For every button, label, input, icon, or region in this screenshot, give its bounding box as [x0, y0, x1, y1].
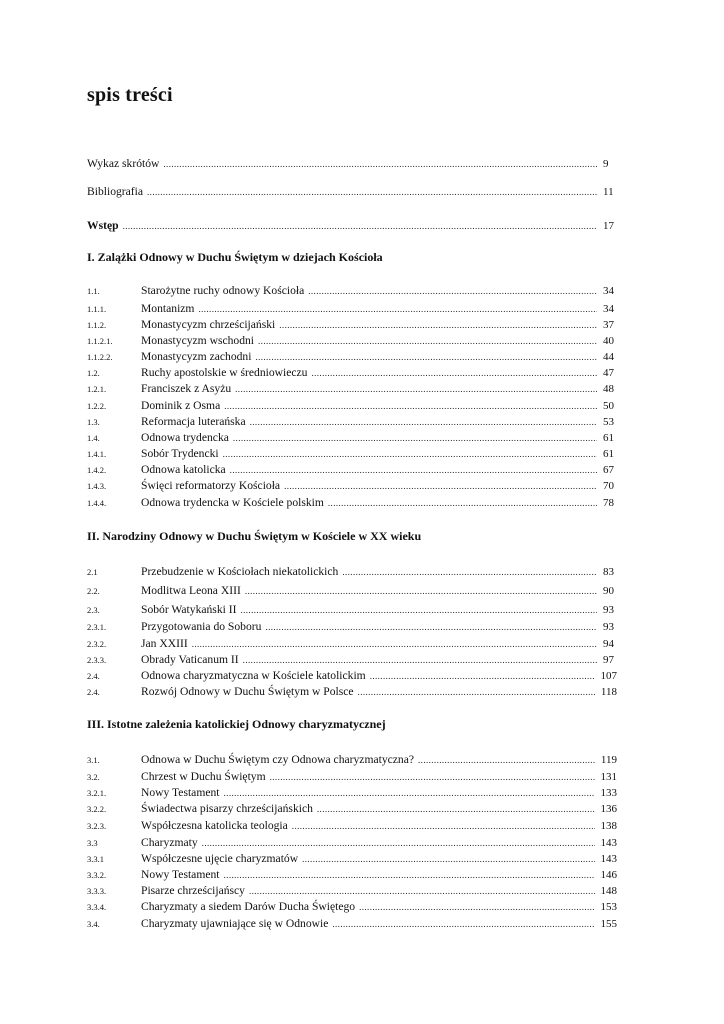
- toc-entry-number: 3.3.2.: [87, 870, 107, 880]
- toc-entry-title: Pisarze chrześcijańscy: [141, 884, 245, 897]
- dot-leader: [370, 671, 595, 681]
- toc-entry-page: 40: [603, 335, 614, 347]
- toc-entry-page: 17: [603, 220, 614, 232]
- toc-entry-bibliography[interactable]: [87, 185, 617, 201]
- toc-entry-title: Ruchy apostolskie w średniowieczu: [141, 366, 308, 379]
- toc-entry[interactable]: [87, 637, 617, 653]
- toc-entry-page: 93: [603, 604, 614, 616]
- dot-leader: [233, 433, 597, 443]
- dot-leader: [243, 655, 597, 665]
- toc-entry-title: Charyzmaty: [141, 836, 198, 849]
- toc-entry-page: 107: [600, 670, 617, 682]
- toc-entry-page: 11: [603, 186, 614, 198]
- toc-entry-page: 138: [600, 820, 617, 832]
- toc-entry-title: Współczesne ujęcie charyzmatów: [141, 852, 299, 865]
- dot-leader: [224, 788, 595, 798]
- toc-entry-page: 155: [600, 918, 617, 930]
- toc-entry-page: 44: [603, 351, 614, 363]
- toc-entry-number: 3.4.: [87, 919, 100, 929]
- toc-entry-number: 3.3.1: [87, 854, 104, 864]
- toc-entry[interactable]: [87, 447, 617, 463]
- toc-entry-page: 143: [600, 853, 617, 865]
- toc-entry[interactable]: [87, 669, 617, 685]
- toc-entry-number: 3.3: [87, 838, 98, 848]
- section-heading: I. Zalążki Odnowy w Duchu Świętym w dziejach Kościoła: [87, 250, 383, 264]
- toc-entry[interactable]: [87, 620, 617, 636]
- toc-entry[interactable]: [87, 753, 617, 769]
- toc-entry-title: Charyzmaty ujawniające się w Odnowie: [141, 917, 329, 930]
- toc-entry-title: Przebudzenie w Kościołach niekatolickich: [141, 565, 339, 578]
- toc-entry[interactable]: [87, 819, 617, 835]
- toc-entry-page: 61: [603, 432, 614, 444]
- toc-entry-title: Reformacja luterańska: [141, 415, 246, 428]
- toc-entry-title: Monastycyzm chrześcijański: [141, 318, 276, 331]
- toc-entry-page: 9: [603, 158, 609, 170]
- toc-entry-title: Starożytne ruchy odnowy Kościoła: [141, 284, 305, 297]
- toc-entry-number: 3.2.3.: [87, 821, 107, 831]
- toc-entry[interactable]: [87, 584, 617, 600]
- section-heading: II. Narodziny Odnowy w Duchu Świętym w Kościele w XX wieku: [87, 529, 422, 543]
- toc-entry-title: Montanizm: [141, 302, 195, 315]
- toc-entry-number: 1.1.: [87, 286, 100, 296]
- toc-entry-number: 2.3.1.: [87, 622, 107, 632]
- toc-entry-number: 2.2.: [87, 586, 100, 596]
- toc-entry-title: Współczesna katolicka teologia: [141, 819, 288, 832]
- toc-entry-title: Nowy Testament: [141, 786, 220, 799]
- toc-entry-title: Odnowa w Duchu Świętym czy Odnowa charyzmatyczna?: [141, 753, 415, 766]
- toc-entry[interactable]: [87, 366, 617, 382]
- toc-entry[interactable]: [87, 603, 617, 619]
- toc-entry-page: 67: [603, 464, 614, 476]
- toc-entry-page: 118: [600, 686, 617, 698]
- dot-leader: [192, 639, 597, 649]
- dot-leader: [292, 821, 595, 831]
- toc-entry-title: Obrady Vaticanum II: [141, 653, 239, 666]
- toc-entry[interactable]: [87, 350, 617, 366]
- toc-entry[interactable]: [87, 884, 617, 900]
- toc-entry[interactable]: [87, 802, 617, 818]
- toc-entry-number: 1.3.: [87, 417, 100, 427]
- dot-leader: [147, 187, 597, 197]
- toc-entry[interactable]: [87, 868, 617, 884]
- toc-entry-page: 143: [600, 837, 617, 849]
- dot-leader: [163, 159, 597, 169]
- toc-entry-page: 119: [600, 754, 617, 766]
- toc-entry[interactable]: [87, 653, 617, 669]
- toc-entry-title: Chrzest w Duchu Świętym: [141, 770, 266, 783]
- toc-entry-number: 2.3.2.: [87, 639, 107, 649]
- toc-entry[interactable]: [87, 284, 617, 300]
- dot-leader: [249, 886, 595, 896]
- toc-entry-number: 2.3.: [87, 605, 100, 615]
- toc-entry-page: 94: [603, 638, 614, 650]
- toc-entry-page: 146: [600, 869, 617, 881]
- toc-entry[interactable]: [87, 431, 617, 447]
- toc-entry-number: 1.1.2.1.: [87, 336, 113, 346]
- toc-entry-number: 3.1.: [87, 755, 100, 765]
- dot-leader: [265, 622, 597, 632]
- toc-entry-number: 1.4.4.: [87, 498, 107, 508]
- dot-leader: [270, 772, 595, 782]
- dot-leader: [328, 498, 597, 508]
- toc-entry[interactable]: [87, 917, 617, 933]
- toc-entry-number: 1.4.2.: [87, 465, 107, 475]
- toc-entry-number: 3.2.1.: [87, 788, 107, 798]
- dot-leader: [198, 304, 597, 314]
- toc-entry[interactable]: [87, 399, 617, 415]
- dot-leader: [317, 804, 595, 814]
- dot-leader: [123, 221, 597, 231]
- toc-entry-title: Monastycyzm wschodni: [141, 334, 255, 347]
- toc-entry-page: 148: [600, 885, 617, 897]
- toc-entry-title: Sobór Watykański II: [141, 603, 237, 616]
- dot-leader: [358, 687, 595, 697]
- toc-entry-page: 47: [603, 367, 614, 379]
- dot-leader: [332, 919, 594, 929]
- toc-entry-title: Sobór Trydencki: [141, 447, 219, 460]
- dot-leader: [250, 417, 597, 427]
- toc-entry-number: 3.3.3.: [87, 886, 107, 896]
- toc-entry-title: Jan XXIII: [141, 637, 188, 650]
- toc-entry-page: 78: [603, 497, 614, 509]
- toc-entry[interactable]: [87, 302, 617, 318]
- toc-entry-page: 53: [603, 416, 614, 428]
- toc-entry-title: Dominik z Osma: [141, 399, 221, 412]
- toc-entry-number: 1.2.: [87, 368, 100, 378]
- toc-entry-title: Nowy Testament: [141, 868, 220, 881]
- toc-entry-page: 131: [600, 771, 617, 783]
- toc-entry-title: Odnowa charyzmatyczna w Kościele katolickim: [141, 669, 366, 682]
- dot-leader: [279, 320, 597, 330]
- toc-entry-title: Modlitwa Leona XIII: [141, 584, 241, 597]
- toc-entry[interactable]: [87, 382, 617, 398]
- toc-entry-page: 136: [600, 803, 617, 815]
- toc-entry-number: 1.4.1.: [87, 449, 107, 459]
- toc-entry-title: Świadectwa pisarzy chrześcijańskich: [141, 802, 313, 815]
- dot-leader: [224, 401, 597, 411]
- toc-entry-page: 70: [603, 480, 614, 492]
- toc-entry-page: 93: [603, 621, 614, 633]
- toc-entry-number: 1.1.2.2.: [87, 352, 113, 362]
- toc-entry[interactable]: [87, 463, 617, 479]
- toc-entry[interactable]: [87, 565, 617, 581]
- toc-entry-page: 133: [600, 787, 617, 799]
- toc-entry-page: 83: [603, 566, 614, 578]
- dot-leader: [342, 567, 597, 577]
- toc-entry-page: 34: [603, 285, 614, 297]
- toc-entry-title: Przygotowania do Soboru: [141, 620, 262, 633]
- toc-entry[interactable]: [87, 415, 617, 431]
- toc-entry-page: 97: [603, 654, 614, 666]
- dot-leader: [224, 870, 595, 880]
- toc-entry-number: 2.4.: [87, 671, 100, 681]
- dot-leader: [418, 755, 595, 765]
- toc-entry-number: 3.2.2.: [87, 804, 107, 814]
- dot-leader: [284, 481, 597, 491]
- dot-leader: [308, 286, 597, 296]
- toc-entry-title: Monastycyzm zachodni: [141, 350, 252, 363]
- toc-entry[interactable]: [87, 836, 617, 852]
- toc-entry-number: 1.4.: [87, 433, 100, 443]
- dot-leader: [245, 586, 597, 596]
- toc-entry-number: 2.3.3.: [87, 655, 107, 665]
- toc-entry-title: Bibliografia: [87, 185, 144, 198]
- toc-entry-page: 37: [603, 319, 614, 331]
- toc-entry[interactable]: [87, 479, 617, 495]
- toc-entry-page: 61: [603, 448, 614, 460]
- toc-entry-number: 1.1.1.: [87, 304, 107, 314]
- dot-leader: [255, 352, 597, 362]
- toc-entry-page: 34: [603, 303, 614, 315]
- dot-leader: [258, 336, 597, 346]
- toc-entry-number: 1.2.1.: [87, 384, 107, 394]
- toc-entry-number: 1.2.2.: [87, 401, 107, 411]
- toc-entry[interactable]: [87, 770, 617, 786]
- page-title: spis treści: [87, 84, 173, 106]
- toc-entry-title: Święci reformatorzy Kościoła: [141, 479, 281, 492]
- dot-leader: [311, 368, 597, 378]
- toc-entry-number: 3.3.4.: [87, 902, 107, 912]
- toc-entry-page: 153: [600, 901, 617, 913]
- toc-entry-title: Rozwój Odnowy w Duchu Świętym w Polsce: [141, 685, 354, 698]
- toc-entry-abbreviations[interactable]: [87, 157, 617, 173]
- toc-entry-title: Odnowa trydencka w Kościele polskim: [141, 496, 324, 509]
- toc-entry-number: 2.1: [87, 567, 98, 577]
- section-heading: III. Istotne zależenia katolickiej Odnowy charyzmatycznej: [87, 717, 386, 731]
- toc-entry[interactable]: [87, 786, 617, 802]
- toc-entry[interactable]: [87, 496, 617, 512]
- dot-leader: [240, 605, 597, 615]
- toc-entry-number: 1.4.3.: [87, 481, 107, 491]
- toc-entry-introduction[interactable]: [87, 219, 617, 235]
- toc-entry[interactable]: [87, 685, 617, 701]
- toc-entry[interactable]: [87, 900, 617, 916]
- toc-entry-number: 1.1.2.: [87, 320, 107, 330]
- toc-entry-page: 48: [603, 383, 614, 395]
- toc-entry-number: 3.2.: [87, 772, 100, 782]
- toc-entry-number: 2.4.: [87, 687, 100, 697]
- toc-entry-title: Wykaz skrótów: [87, 157, 160, 170]
- toc-entry[interactable]: [87, 318, 617, 334]
- toc-entry-page: 90: [603, 585, 614, 597]
- dot-leader: [235, 384, 597, 394]
- toc-entry[interactable]: [87, 852, 617, 868]
- dot-leader: [302, 854, 594, 864]
- dot-leader: [230, 465, 597, 475]
- toc-entry-title: Wstęp: [87, 219, 119, 232]
- toc-entry-page: 50: [603, 400, 614, 412]
- toc-entry-title: Odnowa trydencka: [141, 431, 229, 444]
- dot-leader: [359, 902, 594, 912]
- dot-leader: [202, 838, 595, 848]
- dot-leader: [223, 449, 597, 459]
- toc-entry-title: Franciszek z Asyżu: [141, 382, 232, 395]
- toc-entry[interactable]: [87, 334, 617, 350]
- toc-entry-title: Charyzmaty a siedem Darów Ducha Świętego: [141, 900, 356, 913]
- toc-entry-title: Odnowa katolicka: [141, 463, 226, 476]
